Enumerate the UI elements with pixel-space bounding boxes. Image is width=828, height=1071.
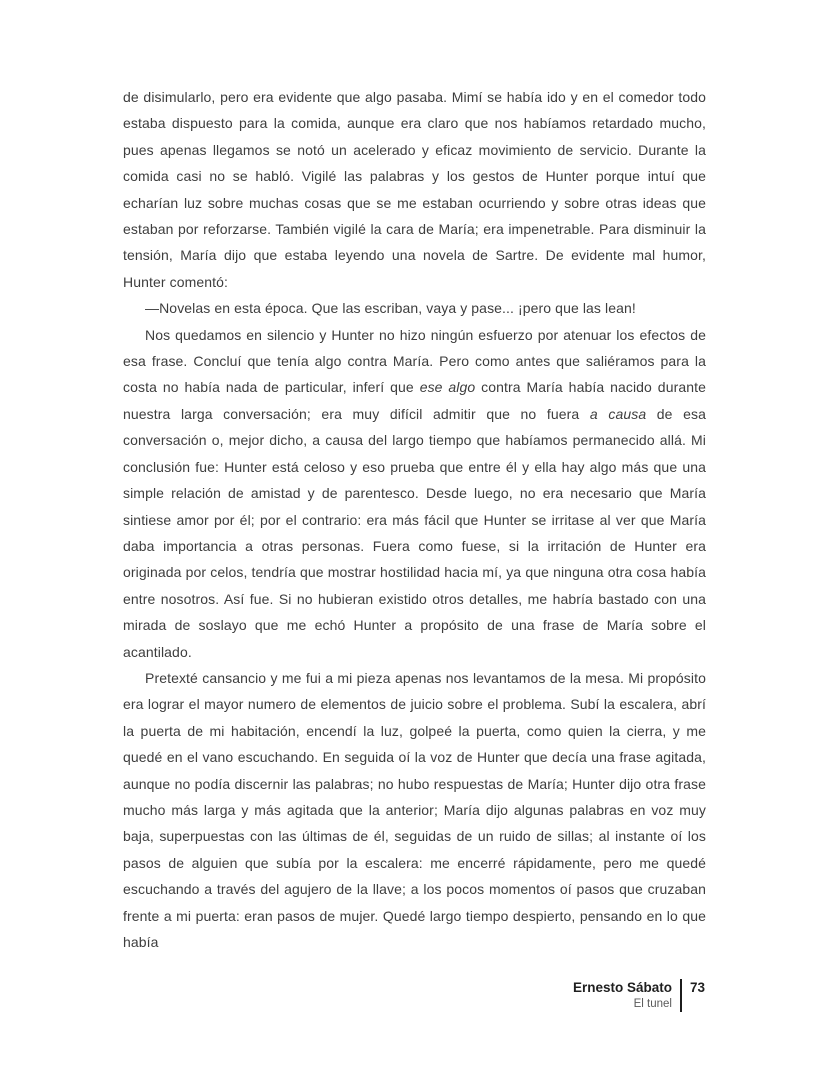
paragraph	[123, 322, 706, 665]
text-run: Pretexté cansancio y me fui a mi pieza apenas nos levantamos de la mesa. Mi propósito era lograr el mayor numero de elementos de juicio sobre el problema. Subí la escalera, abrí la puerta de mi habitación, encendí la luz, golpeé la puerta, como quien la cierra, y me quedé en el vano escuchando. En seguida oí la voz de Hunter que decía una frase agitada, aunque no podía discernir las palabras; no hubo respuestas de María; Hunter dijo otra frase mucho más larga y más agitada que la anterior; María dijo algunas palabras en voz muy baja, superpuestas con las últimas de él, seguidas de un ruido de sillas; al instante oí los pasos de alguien que subía por la escalera: me encerré rápidamente, pero me quedé escuchando a través del agujero de la llave; a los pocos momentos oí pasos que cruzaban frente a mi puerta: eran pasos de mujer. Quedé largo tiempo despierto, pensando en lo que había	[123, 669, 706, 950]
paragraph	[123, 84, 706, 295]
paragraph	[123, 295, 706, 321]
text-run: Nos quedamos en silencio y Hunter no hizo ningún esfuerzo por atenuar los efectos de esa frase. Concluí que tenía algo contra María. Pero como antes que saliéramos para la costa no había nada de particular, inferí que	[123, 326, 706, 396]
text-run: de esa conversación o, mejor dicho, a causa del largo tiempo que habíamos permanecido allá. Mi conclusión fue: Hunter está celoso y eso prueba que entre él y ella hay algo más que una simple relación de amistad y de parentesco. Desde luego, no era necesario que María sintiese amor por él; por el contrario: era más fácil que Hunter se irritase al ver que María daba importancia a otras personas. Fuera como fuese, si la irritación de Hunter era originada por celos, tendría que mostrar hostilidad hacia mí, ya que ninguna otra cosa había entre nosotros. Así fue. Si no hubieran existido otros detalles, me habría bastado con una mirada de soslayo que me echó Hunter a propósito de una frase de María sobre el acantilado.	[123, 405, 707, 660]
page-number: 73	[689, 980, 705, 995]
text-run: —Novelas en esta época. Que las escriban, vaya y pase... ¡pero que las lean!	[145, 300, 636, 317]
text-run: contra María había nacido durante nuestra larga conversación; era muy difícil admitir que no fuera	[123, 379, 706, 422]
page-footer	[573, 979, 705, 1012]
italic-text: a causa	[589, 405, 647, 422]
italic-text: ese algo	[419, 379, 476, 396]
author-name: Ernesto Sábato	[572, 980, 672, 995]
footer-meta	[573, 979, 680, 1012]
text-run: de disimularlo, pero era evidente que algo pasaba. Mimí se había ido y en el comedor todo estaba dispuesto para la comida, aunque era claro que nos habíamos retardado mucho, pues apenas llegamos se notó un acelerado y eficaz movimiento de servicio. Durante la comida casi no se habló. Vigilé las palabras y los gestos de Hunter porque intuí que echarían luz sobre muchas cosas que se me estaban ocurriendo y sobre otras ideas que estaban por reforzarse. También vigilé la cara de María; era impenetrable. Para disminuir la tensión, María dijo que estaba leyendo una novela de Sartre. De evidente mal humor, Hunter comentó:	[123, 89, 706, 290]
book-title: El tunel	[633, 998, 672, 1010]
paragraph	[123, 665, 706, 955]
body-text	[123, 84, 706, 955]
